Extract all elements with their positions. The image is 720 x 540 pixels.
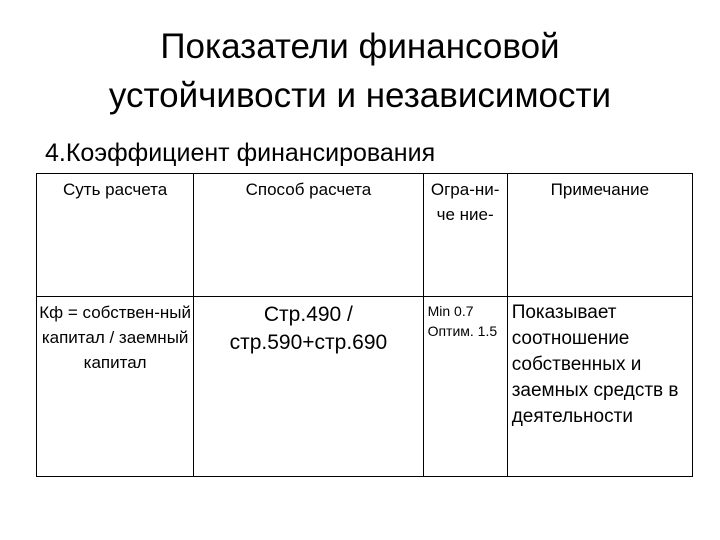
- header-cell-note: [507, 174, 692, 297]
- slide-title-line-2: устойчивости и независимости: [108, 76, 612, 115]
- note-text: Показывает соотношение собственных и заемных средств в деятельности: [511, 302, 679, 427]
- cell-formula: [194, 297, 423, 477]
- header-note-label: Примечание: [550, 180, 650, 199]
- header-cell-essence: [37, 174, 194, 297]
- limit-text: Min 0.7 Оптим. 1.5: [427, 303, 498, 339]
- cell-note: [507, 297, 692, 477]
- slide-title: [0, 22, 720, 120]
- formula-text: Стр.490 / стр.590+стр.690: [229, 303, 388, 354]
- table-header-row: [37, 174, 693, 297]
- section-subtitle: 4.Коэффициент финансирования: [45, 139, 436, 167]
- coefficient-table: [36, 173, 693, 477]
- cell-definition: [37, 297, 194, 477]
- slide-title-line-1: Показатели финансовой: [160, 27, 560, 66]
- header-limit-label: Огра-ни-че ние-: [430, 180, 500, 224]
- definition-text: Кф = собствен-ный капитал / заемный капитал: [39, 303, 191, 372]
- header-cell-method: [194, 174, 423, 297]
- header-essence-label: Суть расчета: [63, 180, 168, 199]
- header-cell-limit: [423, 174, 507, 297]
- cell-limit: [423, 297, 507, 477]
- table-row: [37, 297, 693, 477]
- header-method-label: Способ расчета: [245, 180, 372, 199]
